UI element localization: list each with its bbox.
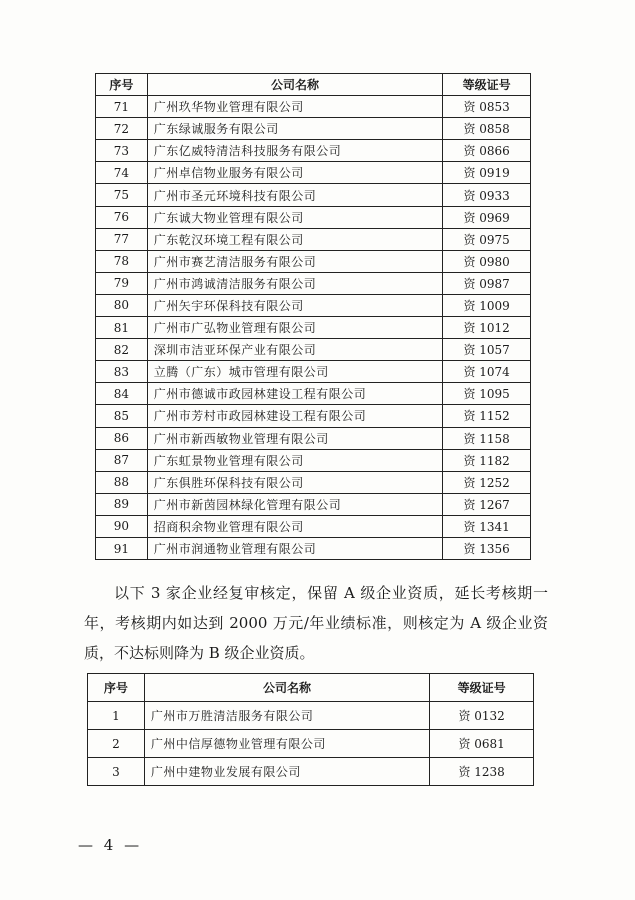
- cert-number: 资 1057: [443, 339, 531, 361]
- cert-number: 资 0919: [443, 162, 531, 184]
- row-number: 85: [96, 405, 148, 427]
- row-number: 87: [96, 449, 148, 471]
- company-name: 广东绿诚服务有限公司: [147, 118, 442, 140]
- company-name: 广州卓信物业服务有限公司: [147, 162, 442, 184]
- row-number: 91: [96, 537, 148, 559]
- company-name: 广州市赛艺清洁服务有限公司: [147, 250, 442, 272]
- company-name: 广东亿威特清洁科技服务有限公司: [147, 140, 442, 162]
- row-number: 77: [96, 228, 148, 250]
- row-number: 72: [96, 118, 148, 140]
- table-row: [96, 272, 531, 294]
- col-header-number: 序号: [88, 674, 145, 702]
- table-row: [96, 537, 531, 559]
- cert-number: 资 0132: [430, 702, 534, 730]
- table-row: [96, 493, 531, 515]
- cert-number: 资 0980: [443, 250, 531, 272]
- row-number: 80: [96, 294, 148, 316]
- company-name: 广州市芳村市政园林建设工程有限公司: [147, 405, 442, 427]
- table-row: [96, 228, 531, 250]
- company-name: 广东俱胜环保科技有限公司: [147, 471, 442, 493]
- cert-number: 资 1074: [443, 361, 531, 383]
- col-header-cert: 等级证号: [443, 74, 531, 96]
- row-number: 71: [96, 96, 148, 118]
- cert-number: 资 0969: [443, 206, 531, 228]
- cert-number: 资 0858: [443, 118, 531, 140]
- row-number: 76: [96, 206, 148, 228]
- cert-number: 资 1341: [443, 515, 531, 537]
- table-header-row: [88, 674, 534, 702]
- table-row: [96, 294, 531, 316]
- company-name: 广州市新茵园林绿化管理有限公司: [147, 493, 442, 515]
- company-name: 广东乾汉环境工程有限公司: [147, 228, 442, 250]
- col-header-cert: 等级证号: [430, 674, 534, 702]
- table-row: [96, 471, 531, 493]
- company-name: 广州中信厚德物业管理有限公司: [144, 730, 429, 758]
- col-header-company: 公司名称: [144, 674, 429, 702]
- company-table-main: [95, 73, 531, 560]
- row-number: 83: [96, 361, 148, 383]
- row-number: 90: [96, 515, 148, 537]
- row-number: 89: [96, 493, 148, 515]
- cert-number: 资 1152: [443, 405, 531, 427]
- table-row: [96, 339, 531, 361]
- col-header-number: 序号: [96, 74, 148, 96]
- row-number: 82: [96, 339, 148, 361]
- table-row: [88, 758, 534, 786]
- row-number: 86: [96, 427, 148, 449]
- company-name: 广州市广弘物业管理有限公司: [147, 317, 442, 339]
- cert-number: 资 0853: [443, 96, 531, 118]
- company-name: 广东诚大物业管理有限公司: [147, 206, 442, 228]
- company-name: 广东虹景物业管理有限公司: [147, 449, 442, 471]
- table-row: [96, 383, 531, 405]
- cert-number: 资 1158: [443, 427, 531, 449]
- company-name: 广州市圣元环境科技有限公司: [147, 184, 442, 206]
- company-name: 立腾（广东）城市管理有限公司: [147, 361, 442, 383]
- row-number: 78: [96, 250, 148, 272]
- table-row: [96, 427, 531, 449]
- table-row: [96, 515, 531, 537]
- cert-number: 资 1009: [443, 294, 531, 316]
- cert-number: 资 0975: [443, 228, 531, 250]
- row-number: 84: [96, 383, 148, 405]
- cert-number: 资 1252: [443, 471, 531, 493]
- cert-number: 资 0987: [443, 272, 531, 294]
- cert-number: 资 1356: [443, 537, 531, 559]
- table-row: [88, 730, 534, 758]
- company-name: 广州中建物业发展有限公司: [144, 758, 429, 786]
- row-number: 75: [96, 184, 148, 206]
- table-row: [96, 118, 531, 140]
- table-row: [96, 206, 531, 228]
- cert-number: 资 1095: [443, 383, 531, 405]
- page-number: — 4 —: [78, 836, 143, 854]
- company-name: 深圳市洁亚环保产业有限公司: [147, 339, 442, 361]
- row-number: 79: [96, 272, 148, 294]
- cert-number: 资 0681: [430, 730, 534, 758]
- company-name: 广州矢宇环保科技有限公司: [147, 294, 442, 316]
- cert-number: 资 1267: [443, 493, 531, 515]
- row-number: 1: [88, 702, 145, 730]
- table-row: [96, 140, 531, 162]
- table-header-row: [96, 74, 531, 96]
- cert-number: 资 1012: [443, 317, 531, 339]
- table-row: [96, 250, 531, 272]
- company-name: 广州市鸿诚清洁服务有限公司: [147, 272, 442, 294]
- company-name: 广州市新西敏物业管理有限公司: [147, 427, 442, 449]
- table-row: [96, 96, 531, 118]
- company-name: 招商积余物业管理有限公司: [147, 515, 442, 537]
- company-name: 广州市万胜清洁服务有限公司: [144, 702, 429, 730]
- table-row: [96, 361, 531, 383]
- company-table-extended: [87, 673, 534, 786]
- col-header-company: 公司名称: [147, 74, 442, 96]
- cert-number: 资 1182: [443, 449, 531, 471]
- table-row: [96, 405, 531, 427]
- company-name: 广州玖华物业管理有限公司: [147, 96, 442, 118]
- row-number: 88: [96, 471, 148, 493]
- extension-notice-paragraph: 以下 3 家企业经复审核定，保留 A 级企业资质，延长考核期一年，考核期内如达到 2000 万元/年业绩标准，则核定为 A 级企业资质，不达标则降为 B 级企业资质。: [84, 584, 548, 662]
- cert-number: 资 0866: [443, 140, 531, 162]
- row-number: 74: [96, 162, 148, 184]
- cert-number: 资 1238: [430, 758, 534, 786]
- table-row: [88, 702, 534, 730]
- row-number: 81: [96, 317, 148, 339]
- row-number: 3: [88, 758, 145, 786]
- cert-number: 资 0933: [443, 184, 531, 206]
- company-name: 广州市德诚市政园林建设工程有限公司: [147, 383, 442, 405]
- company-name: 广州市润通物业管理有限公司: [147, 537, 442, 559]
- row-number: 2: [88, 730, 145, 758]
- table-row: [96, 317, 531, 339]
- table-row: [96, 184, 531, 206]
- row-number: 73: [96, 140, 148, 162]
- table-row: [96, 449, 531, 471]
- table-row: [96, 162, 531, 184]
